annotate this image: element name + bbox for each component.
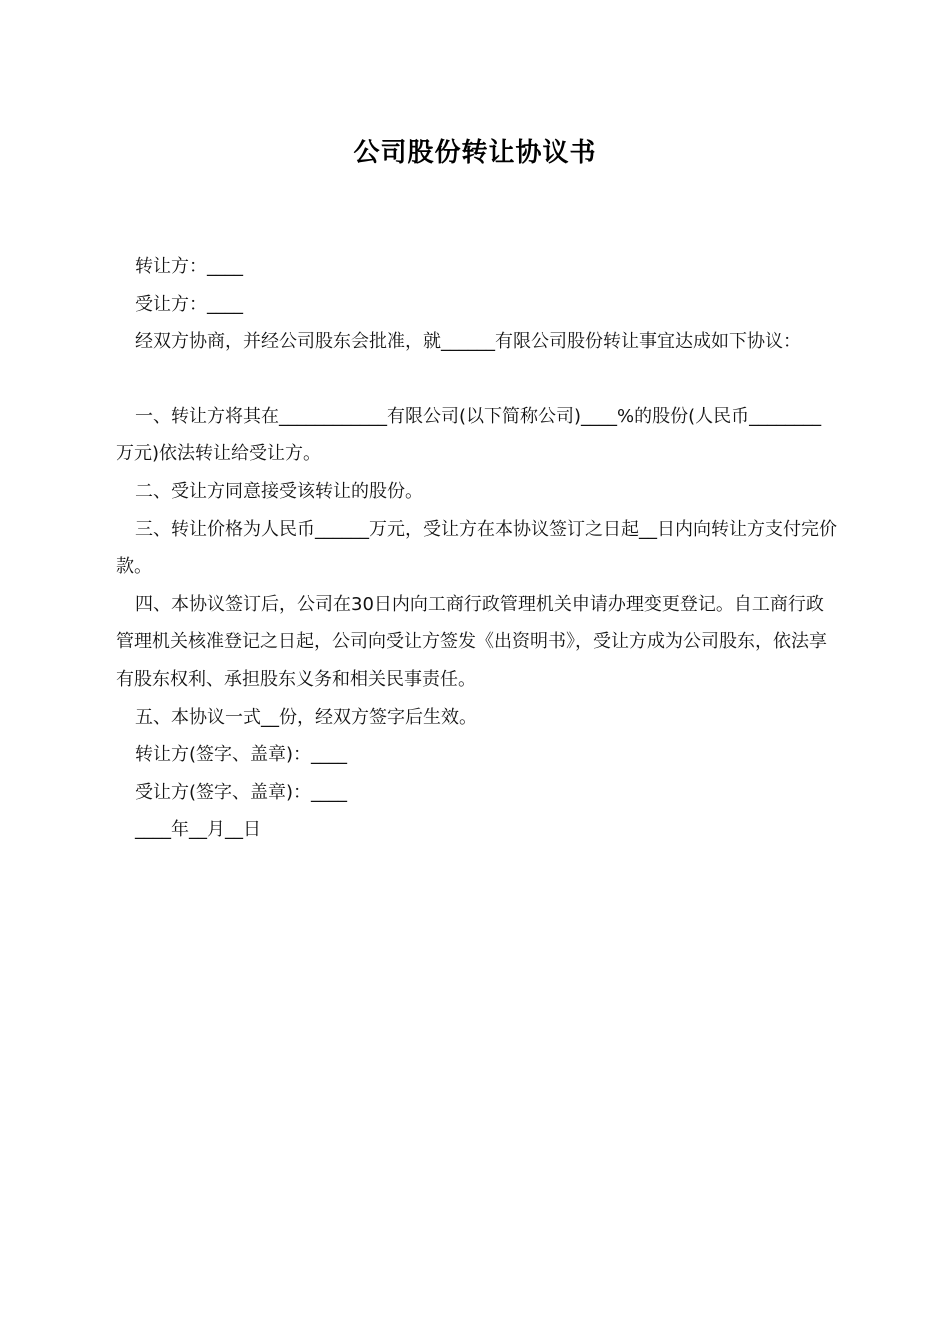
date-line: ____年__月__日 <box>135 819 261 841</box>
clause-1: 一、转让方将其在____________有限公司(以下简称公司)____%的股份(人民币________万元)依法转让给受让方。 <box>116 405 822 465</box>
clause-2: 二、受让方同意接受该转让的股份。 <box>135 480 423 502</box>
transferor-line: 转让方：____ <box>135 256 243 277</box>
preamble: 经双方协商，并经公司股东会批准，就______有限公司股份转让事宜达成如下协议： <box>135 331 801 353</box>
clause-3: 三、转让价格为人民币______万元，受让方在本协议签订之日起__日内向转让方支付完价款。 <box>116 518 837 578</box>
transferee-line: 受让方：____ <box>135 293 243 315</box>
document-title: 公司股份转让协议书 <box>353 138 597 168</box>
clause-4: 四、本协议签订后，公司在30日内向工商行政管理机关申请办理变更登记。自工商行政管理机关核准登记之日起，公司向受让方签发《出资明书》，受让方成为公司股东，依法享有股东权利、承担股东义务和相关民事责任。 <box>116 593 827 690</box>
document-body <box>116 248 838 849</box>
clause-5: 五、本协议一式__份，经双方签字后生效。 <box>135 706 477 728</box>
transferor-signature-line: 转让方(签字、盖章)：____ <box>135 744 348 766</box>
blank-line <box>116 361 838 398</box>
transferee-signature-line: 受让方(签字、盖章)：____ <box>135 781 348 803</box>
